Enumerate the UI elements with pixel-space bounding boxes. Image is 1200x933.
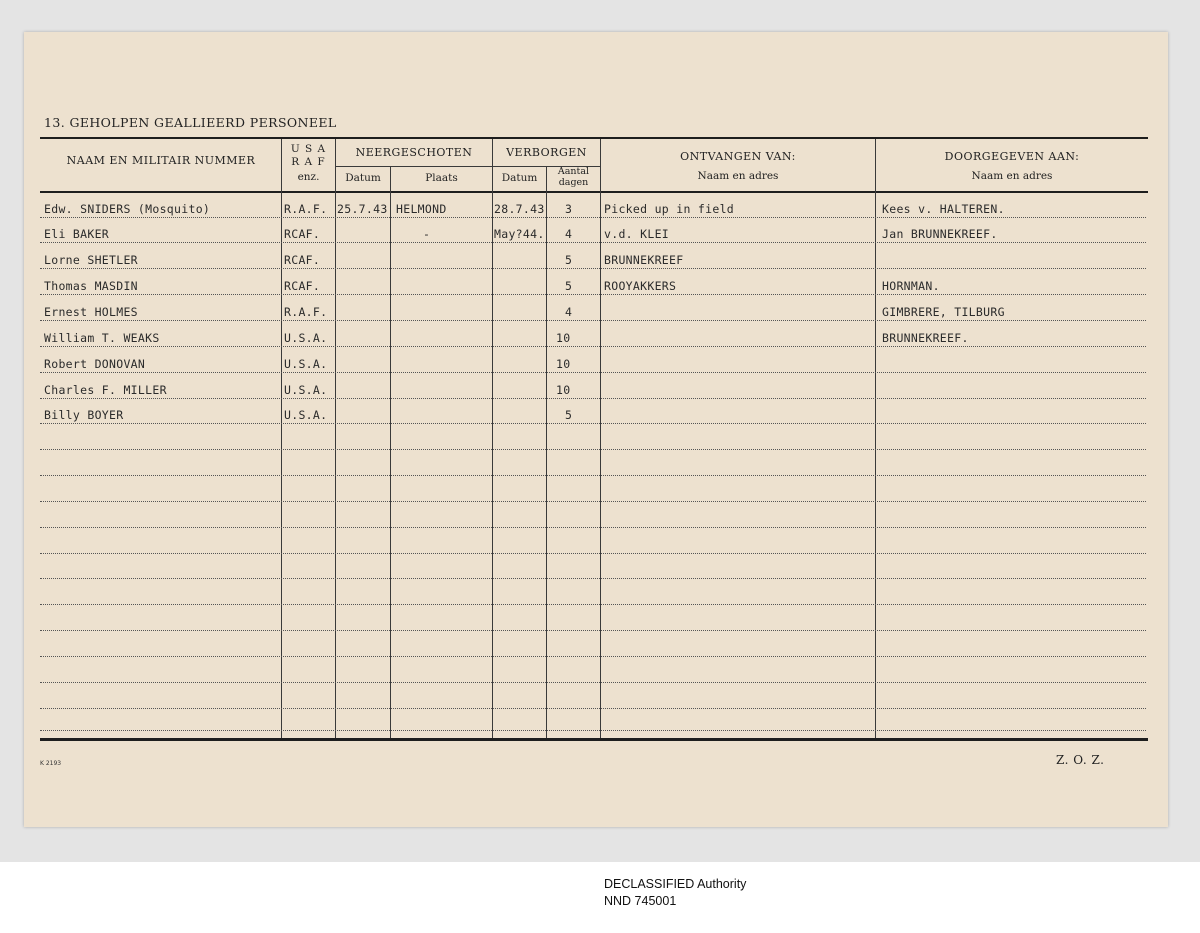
col-divider-passed (875, 139, 876, 738)
col-divider-hidden-days (546, 166, 547, 738)
row-name: Edw. SNIDERS (Mosquito) (44, 202, 211, 216)
col-divider-shot (335, 139, 336, 738)
row-shot-place: HELMOND (396, 202, 447, 216)
header-received: ONTVANGEN VAN: (680, 150, 796, 163)
declassified-authority: DECLASSIFIED Authority (604, 877, 747, 891)
row-days: 3 (565, 202, 573, 216)
row-passed: GIMBRERE, TILBURG (882, 305, 1005, 319)
row-force: RCAF. (284, 279, 321, 293)
row-name: Eli BAKER (44, 227, 110, 241)
header-force-usa: U S A (290, 143, 327, 155)
header-shot-place: Plaats (425, 172, 458, 184)
row-name: William T. WEAKS (44, 331, 160, 345)
header-force-raf: R A F (291, 156, 326, 168)
row-days: 10 (556, 383, 571, 397)
row-received: Picked up in field (604, 202, 735, 216)
row-name: Ernest HOLMES (44, 305, 138, 319)
col-divider-received (600, 139, 601, 738)
table-bottom-rule (40, 738, 1148, 741)
row-name: Lorne SHETLER (44, 253, 138, 267)
row-name: Billy BOYER (44, 408, 124, 422)
row-passed: HORNMAN. (882, 279, 940, 293)
header-hidden-date: Datum (501, 172, 538, 184)
row-days: 4 (565, 305, 573, 319)
row-name: Thomas MASDIN (44, 279, 138, 293)
form-code: K 2193 (40, 760, 62, 767)
shot-subheader-line (335, 166, 492, 167)
header-hidden-days-2: dagen (558, 177, 589, 188)
row-name: Robert DONOVAN (44, 357, 146, 371)
page-turn-note: Z. O. Z. (1056, 753, 1105, 767)
row-passed: Kees v. HALTEREN. (882, 202, 1005, 216)
row-force: U.S.A. (284, 383, 328, 397)
header-received-sub: Naam en adres (697, 170, 779, 182)
header-shot-down: NEERGESCHOTEN (355, 146, 473, 159)
row-force: R.A.F. (284, 305, 328, 319)
row-days: 4 (565, 227, 573, 241)
row-passed: Jan BRUNNEKREEF. (882, 227, 998, 241)
col-divider-force (281, 139, 282, 738)
row-force: U.S.A. (284, 357, 328, 371)
row-force: U.S.A. (284, 331, 328, 345)
row-force: R.A.F. (284, 202, 328, 216)
row-days: 5 (565, 408, 573, 422)
header-bottom-rule (40, 191, 1148, 193)
row-days: 5 (565, 279, 573, 293)
row-received: ROOYAKKERS (604, 279, 677, 293)
row-days: 10 (556, 331, 571, 345)
header-passed: DOORGEGEVEN AAN: (944, 150, 1080, 163)
row-hidden-date: 28.7.43 (494, 202, 545, 216)
row-passed: BRUNNEKREEF. (882, 331, 969, 345)
header-passed-sub: Naam en adres (971, 170, 1053, 182)
row-force: RCAF. (284, 253, 321, 267)
row-force: U.S.A. (284, 408, 328, 422)
declassified-nnd: NND 745001 (604, 893, 677, 908)
row-name: Charles F. MILLER (44, 383, 167, 397)
row-received: BRUNNEKREEF (604, 253, 684, 267)
header-hidden: VERBORGEN (506, 146, 587, 159)
col-divider-shot-place (390, 166, 391, 738)
row-days: 5 (565, 253, 573, 267)
col-divider-hidden (492, 139, 493, 738)
row-shot-place: - (423, 227, 431, 241)
header-name: NAAM EN MILITAIR NUMMER (66, 154, 256, 167)
declassification-stamp (604, 876, 746, 910)
header-shot-date: Datum (345, 172, 381, 184)
form-title: 13. GEHOLPEN GEALLIEERD PERSONEEL (44, 115, 337, 130)
row-hidden-date: May?44. (494, 227, 545, 241)
header-force-enz: enz. (297, 171, 320, 183)
row-days: 10 (556, 357, 571, 371)
header-top-rule (40, 137, 1148, 139)
header-hidden-days-1: Aantal (557, 166, 590, 177)
row-force: RCAF. (284, 227, 321, 241)
row-received: v.d. KLEI (604, 227, 670, 241)
row-shot-date: 25.7.43 (337, 202, 388, 216)
